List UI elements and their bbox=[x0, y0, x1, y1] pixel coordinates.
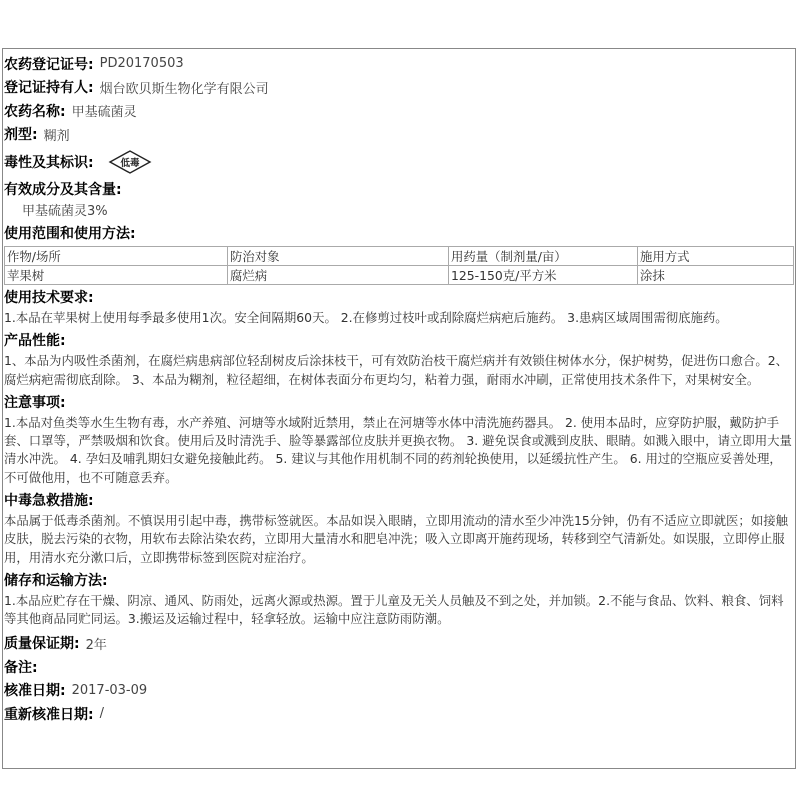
usage-header-cell: 用药量（制剂量/亩） bbox=[449, 247, 638, 266]
form-label: 剂型: bbox=[4, 127, 38, 144]
ingredients-label: 有效成分及其含量: bbox=[4, 182, 122, 198]
performance-label: 产品性能: bbox=[4, 333, 66, 350]
low-toxicity-badge-icon bbox=[108, 149, 152, 175]
usage-label: 使用范围和使用方法: bbox=[4, 226, 136, 242]
performance-text: 1、本品为内吸性杀菌剂，在腐烂病患病部位轻刮树皮后涂抹枝干，可有效防治枝干腐烂病并有效锁住树体水分，保护树势，促进伤口愈合。2、腐烂病疤需彻底刮除。 3、本品为糊剂，粒径超细，在树体表面分布更均匀，粘着力强，耐雨水冲刷，正常使用技术条件下，对果树安全。 bbox=[4, 353, 788, 387]
pesticide-label bbox=[4, 52, 794, 726]
tech-label: 使用技术要求: bbox=[4, 290, 94, 306]
notes-text: 1.本品对鱼类等水生生物有毒，水产养殖、河塘等水域附近禁用，禁止在河塘等水体中清洗施药器具。 2. 使用本品时，应穿防护服，戴防护手套、口罩等，严禁吸烟和饮食。使用后及时清洗手、脸等暴露部位皮肤并更换衣物。 3. 避免误食或溅到皮肤、眼睛。如溅入眼中，请立即用大量清水冲洗。 4. 孕妇及哺乳期妇女避免接触此药。 5. 建议与其他作用机制不同的药剂轮换使用，以延缓抗性产生。 6. 用过的空瓶应妥善处理，不可做他用，也不可随意丢弃。 bbox=[4, 414, 792, 485]
tech-text: 1.本品在苹果树上使用每季最多使用1次。安全间隔期60天。 2.在修剪过枝叶或刮除腐烂病疤后施药。 3.患病区域周围需彻底施药。 bbox=[4, 310, 728, 325]
usage-header-cell: 作物/场所 bbox=[5, 247, 228, 266]
warranty-row bbox=[4, 632, 794, 656]
approval-label: 核准日期: bbox=[4, 683, 66, 700]
toxicity-label: 毒性及其标识: bbox=[4, 154, 94, 171]
firstaid-text: 本品属于低毒杀菌剂。不慎误用引起中毒，携带标签就医。本品如误入眼睛，立即用流动的清水至少冲洗15分钟，仍有不适应立即就医；如接触皮肤，脱去污染的衣物，用软布去除沾染农药，立即用大量清水和肥皂冲洗；吸入立即离开施药现场，转移到空气清新处。如误服，立即停止服用，用清水充分漱口后，立即携带标签到医院对症治疗。 bbox=[4, 513, 788, 565]
approval-value: 2017-03-09 bbox=[71, 682, 148, 698]
approval-row bbox=[4, 679, 794, 703]
usage-header-row bbox=[5, 247, 794, 266]
reapproval-row bbox=[4, 702, 794, 726]
reapproval-value: / bbox=[99, 706, 104, 722]
form-row bbox=[4, 123, 794, 147]
holder-label: 登记证持有人: bbox=[4, 80, 94, 97]
holder-row bbox=[4, 76, 794, 100]
name-row bbox=[4, 99, 794, 123]
toxicity-row bbox=[4, 146, 794, 177]
usage-cell: 腐烂病 bbox=[228, 266, 449, 285]
name-label: 农药名称: bbox=[4, 103, 66, 120]
reapproval-label: 重新核准日期: bbox=[4, 706, 94, 723]
remarks-label: 备注: bbox=[4, 659, 38, 676]
notes-label: 注意事项: bbox=[4, 394, 66, 411]
reg-no-row bbox=[4, 52, 794, 76]
usage-table bbox=[4, 246, 794, 285]
firstaid-label: 中毒急救措施: bbox=[4, 493, 94, 510]
warranty-label: 质量保证期: bbox=[4, 636, 80, 653]
usage-row bbox=[5, 266, 794, 285]
reg-no-label: 农药登记证号: bbox=[4, 56, 94, 73]
warranty-value: 2年 bbox=[85, 637, 107, 653]
holder-value: 烟台欧贝斯生物化学有限公司 bbox=[99, 81, 269, 97]
form-value: 糊剂 bbox=[43, 128, 70, 144]
remarks-row bbox=[4, 655, 794, 679]
usage-cell: 涂抹 bbox=[638, 266, 794, 285]
reg-no-value: PD20170503 bbox=[99, 56, 184, 72]
usage-header-cell: 防治对象 bbox=[228, 247, 449, 266]
ingredients-value: 甲基硫菌灵3% bbox=[22, 204, 108, 219]
storage-label: 储存和运输方法: bbox=[4, 572, 108, 589]
name-value: 甲基硫菌灵 bbox=[71, 105, 137, 121]
storage-text: 1.本品应贮存在干燥、阴凉、通风、防雨处，远离火源或热源。置于儿童及无关人员触及不到之处，并加锁。2.不能与食品、饮料、粮食、饲料等其他商品同贮同运。3.搬运及运输过程中，轻拿轻放。运输中应注意防雨防潮。 bbox=[4, 592, 784, 627]
usage-cell: 125-150克/平方米 bbox=[449, 266, 638, 285]
usage-cell: 苹果树 bbox=[5, 266, 228, 285]
usage-header-cell: 施用方式 bbox=[638, 247, 794, 266]
toxicity-badge-text: 低毒 bbox=[120, 157, 140, 169]
